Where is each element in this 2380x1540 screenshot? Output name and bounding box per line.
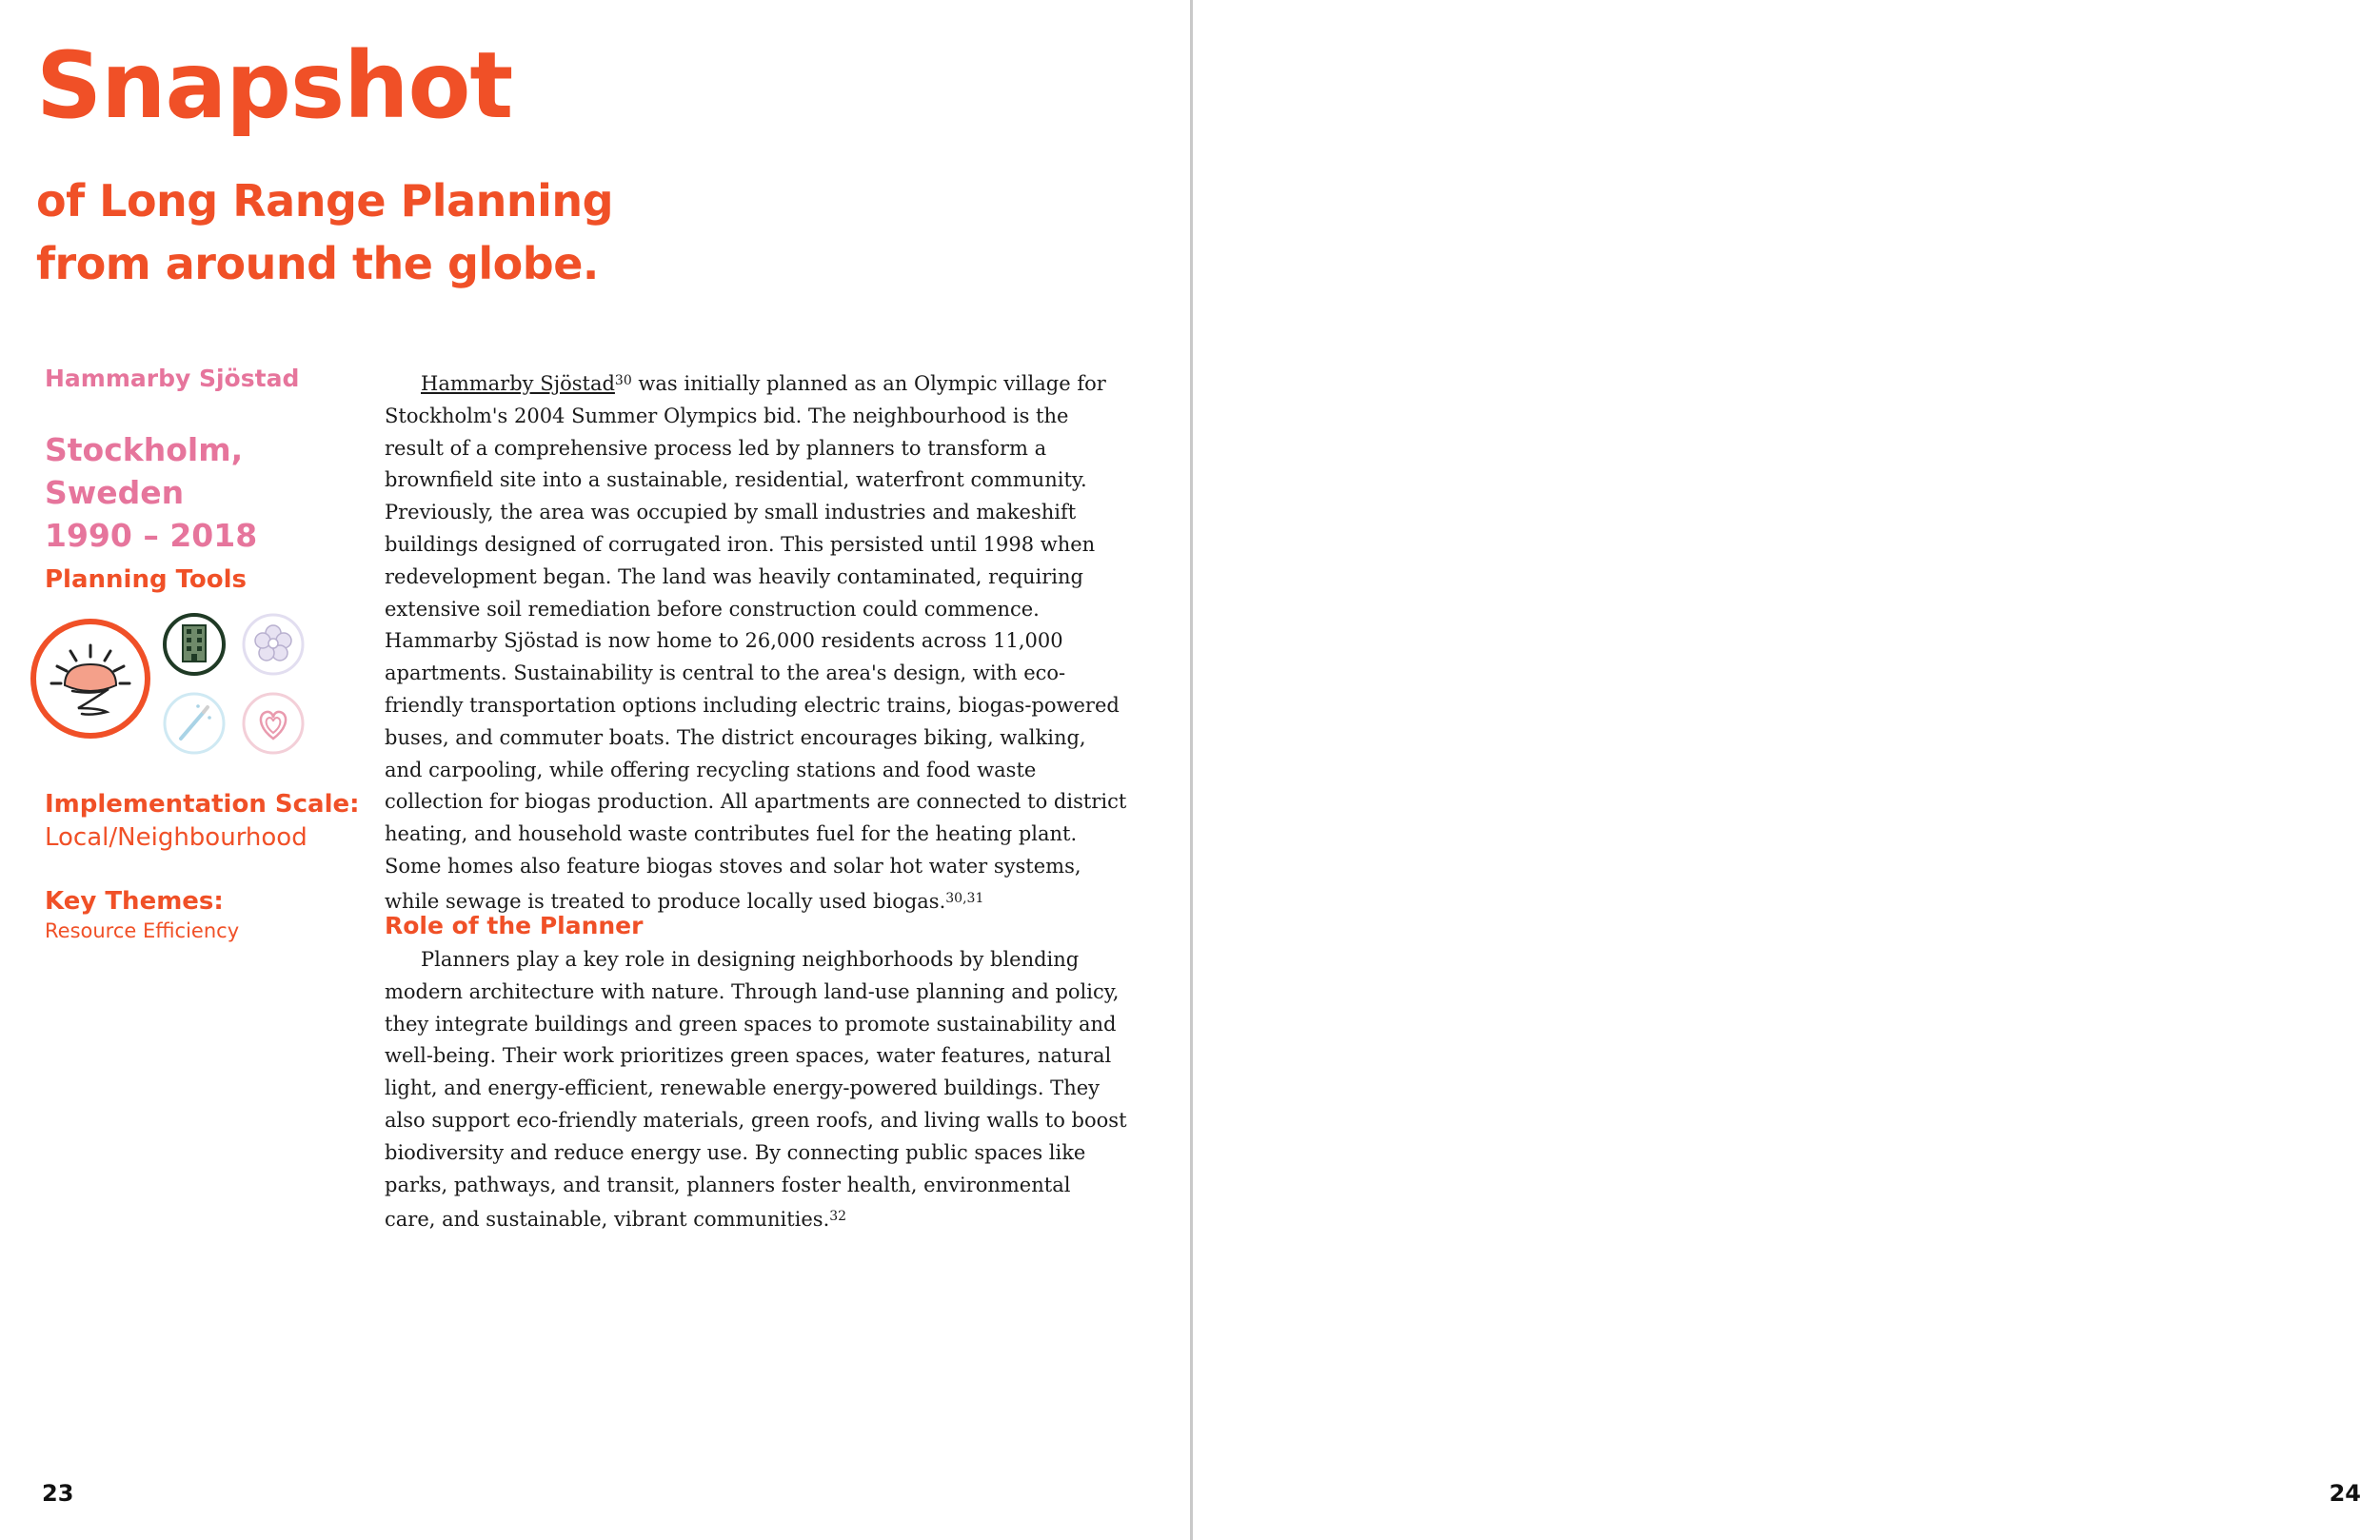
subtitle-line-1: of Long Range Planning [36, 175, 614, 227]
role-of-planner-heading: Role of the Planner [385, 912, 644, 939]
project-location [45, 428, 368, 557]
wand-icon [162, 691, 227, 756]
key-themes-value: Resource Efficiency [45, 919, 240, 942]
page-number-right: 24 [2329, 1480, 2361, 1507]
footnote-ref: 30,31 [945, 890, 984, 906]
key-themes-label: Key Themes: [45, 887, 224, 916]
implementation-scale-label: Implementation Scale: [45, 790, 360, 819]
page-number-left: 23 [42, 1480, 74, 1507]
right-page [1194, 0, 2380, 1540]
sunrise-cloud-icon [29, 617, 152, 740]
footnote-ref: 30 [614, 373, 632, 388]
project-reference-link[interactable]: Hammarby Sjöstad [421, 372, 615, 395]
building-icon [162, 612, 227, 677]
implementation-scale-value: Local/Neighbourhood [45, 823, 307, 852]
page-title: Snapshot [36, 32, 513, 139]
subtitle-line-2: from around the globe. [36, 238, 599, 289]
intro-paragraph [385, 365, 1127, 918]
heart-icon [241, 691, 306, 756]
page-spine-divider [1190, 0, 1193, 1540]
role-paragraph [385, 944, 1127, 1236]
location-years: 1990 – 2018 [45, 517, 258, 554]
intro-text: was initially planned as an Olympic village for Stockholm's 2004 Summer Olympics bid. The neighbourhood is the result of a comprehensive process led by planners to transform a brownfield site into a sustainable, residential, waterfront community. Previously, the area was occupied by small industries and makeshift buildings designed of corrugated iron. This persisted until 1998 when redevelopment began. The land was heavily contaminated, requiring extensive soil remediation before construction could commence. Hammarby Sjöstad is now home to 26,000 residents across 11,000 apartments. Sustainability is central to the area's design, with eco-friendly transportation options including electric trains, biogas-powered buses, and commuter boats. The district encourages biking, walking, and carpooling, while offering recycling stations and food waste collection for biogas production. All apartments are connected to district heating, and household waste contributes fuel for the heating plant. Some homes also feature biogas stoves and solar hot water systems, while sewage is treated to produce locally used biogas. [385, 372, 1127, 913]
footnote-ref: 32 [829, 1209, 847, 1225]
role-text: Planners play a key role in designing neighborhoods by blending modern architecture with nature. Through land-use planning and policy, they integrate buildings and green spaces to promote sustainability and well-being. Their work prioritizes green spaces, water features, natural light, and energy-efficient, renewable energy-powered buildings. They also support eco-friendly materials, green roofs, and living walls to boost biodiversity and reduce energy use. By connecting public spaces like parks, pathways, and transit, planners foster health, environmental care, and sustainable, vibrant communities. [385, 948, 1127, 1232]
location-city: Stockholm, Sweden [45, 431, 244, 511]
flower-icon [241, 612, 306, 677]
planning-tools-label: Planning Tools [45, 565, 248, 594]
project-name: Hammarby Sjöstad [45, 365, 300, 392]
page-subtitle [36, 169, 703, 295]
